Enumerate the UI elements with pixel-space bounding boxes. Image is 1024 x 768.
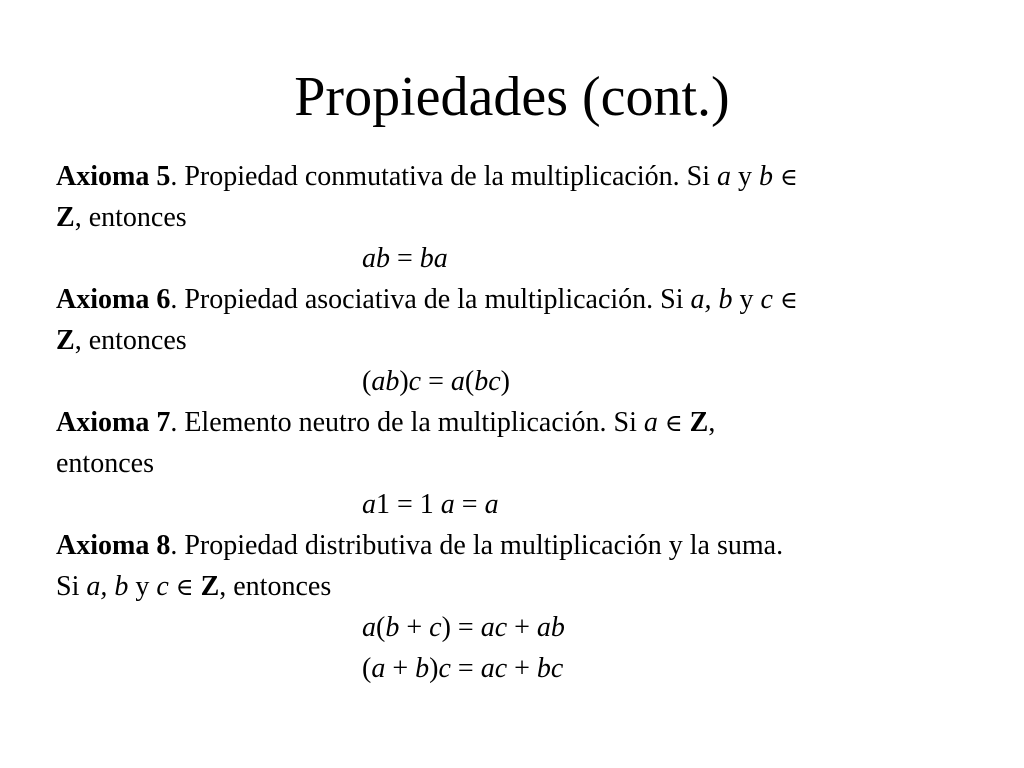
slide-title: Propiedades (cont.) — [294, 66, 730, 128]
axiom-7-comma: , — [708, 407, 716, 438]
axiom-8-formula-2: (a + b)c = ac + bc — [362, 653, 564, 684]
axiom-5-text: . Propiedad conmutativa de la multiplicación. Si — [170, 161, 717, 192]
axiom-8-statement — [56, 525, 976, 566]
axiom-6-y: y — [732, 284, 761, 315]
axiom-8-vars-ab: a, b — [86, 571, 129, 602]
axiom-8-formula-1: a(b + c) = ac + ab — [362, 612, 565, 643]
element-of-symbol: ∈ — [779, 286, 798, 314]
axiom-5-then: , entonces — [74, 202, 187, 233]
axiom-8-var-c: c — [156, 571, 169, 602]
axiom-8-continuation — [56, 566, 976, 607]
axiom-5-var-b: b — [758, 161, 773, 192]
axiom-5-var-a: a — [716, 161, 731, 192]
element-of-symbol: ∈ — [779, 163, 798, 191]
axiom-6-continuation — [56, 320, 976, 361]
axiom-5-y: y — [730, 161, 759, 192]
integers-set: Z — [689, 407, 709, 438]
axiom-8-text: . Propiedad distributiva de la multiplicación y la suma. — [170, 530, 784, 561]
integers-set: Z — [56, 202, 75, 233]
axiom-6-then: , entonces — [74, 325, 187, 356]
axiom-8-si: Si — [56, 571, 87, 602]
axiom-5-label: Axioma 5 — [56, 161, 171, 192]
axiom-6-vars-ab: a, b — [690, 284, 733, 315]
axiom-5-statement — [56, 156, 976, 197]
axiom-7-label: Axioma 7 — [56, 407, 171, 438]
axiom-6-label: Axioma 6 — [56, 284, 171, 315]
axiom-7-formula: a1 = 1 a = a — [362, 489, 499, 520]
axiom-7-var-a: a — [643, 407, 658, 438]
axiom-6-text: . Propiedad asociativa de la multiplicación. Si — [170, 284, 691, 315]
axiom-6-var-c: c — [760, 284, 773, 315]
axiom-7-then: entonces — [56, 448, 154, 479]
axiom-8-y: y — [128, 571, 157, 602]
axiom-7-text: . Elemento neutro de la multiplicación. Si — [170, 407, 644, 438]
integers-set: Z — [200, 571, 220, 602]
axiom-7-continuation — [56, 443, 976, 484]
element-of-symbol: ∈ — [175, 573, 194, 601]
axiom-6-statement — [56, 279, 976, 320]
axiom-5-continuation — [56, 197, 976, 238]
axiom-6-formula: (ab)c = a(bc) — [362, 366, 510, 397]
slide-body — [56, 156, 976, 689]
axiom-7-statement — [56, 402, 976, 443]
axiom-8-then: , entonces — [219, 571, 332, 602]
integers-set: Z — [56, 325, 75, 356]
element-of-symbol: ∈ — [664, 409, 683, 437]
axiom-5-formula: ab = ba — [362, 243, 448, 274]
axiom-8-label: Axioma 8 — [56, 530, 171, 561]
